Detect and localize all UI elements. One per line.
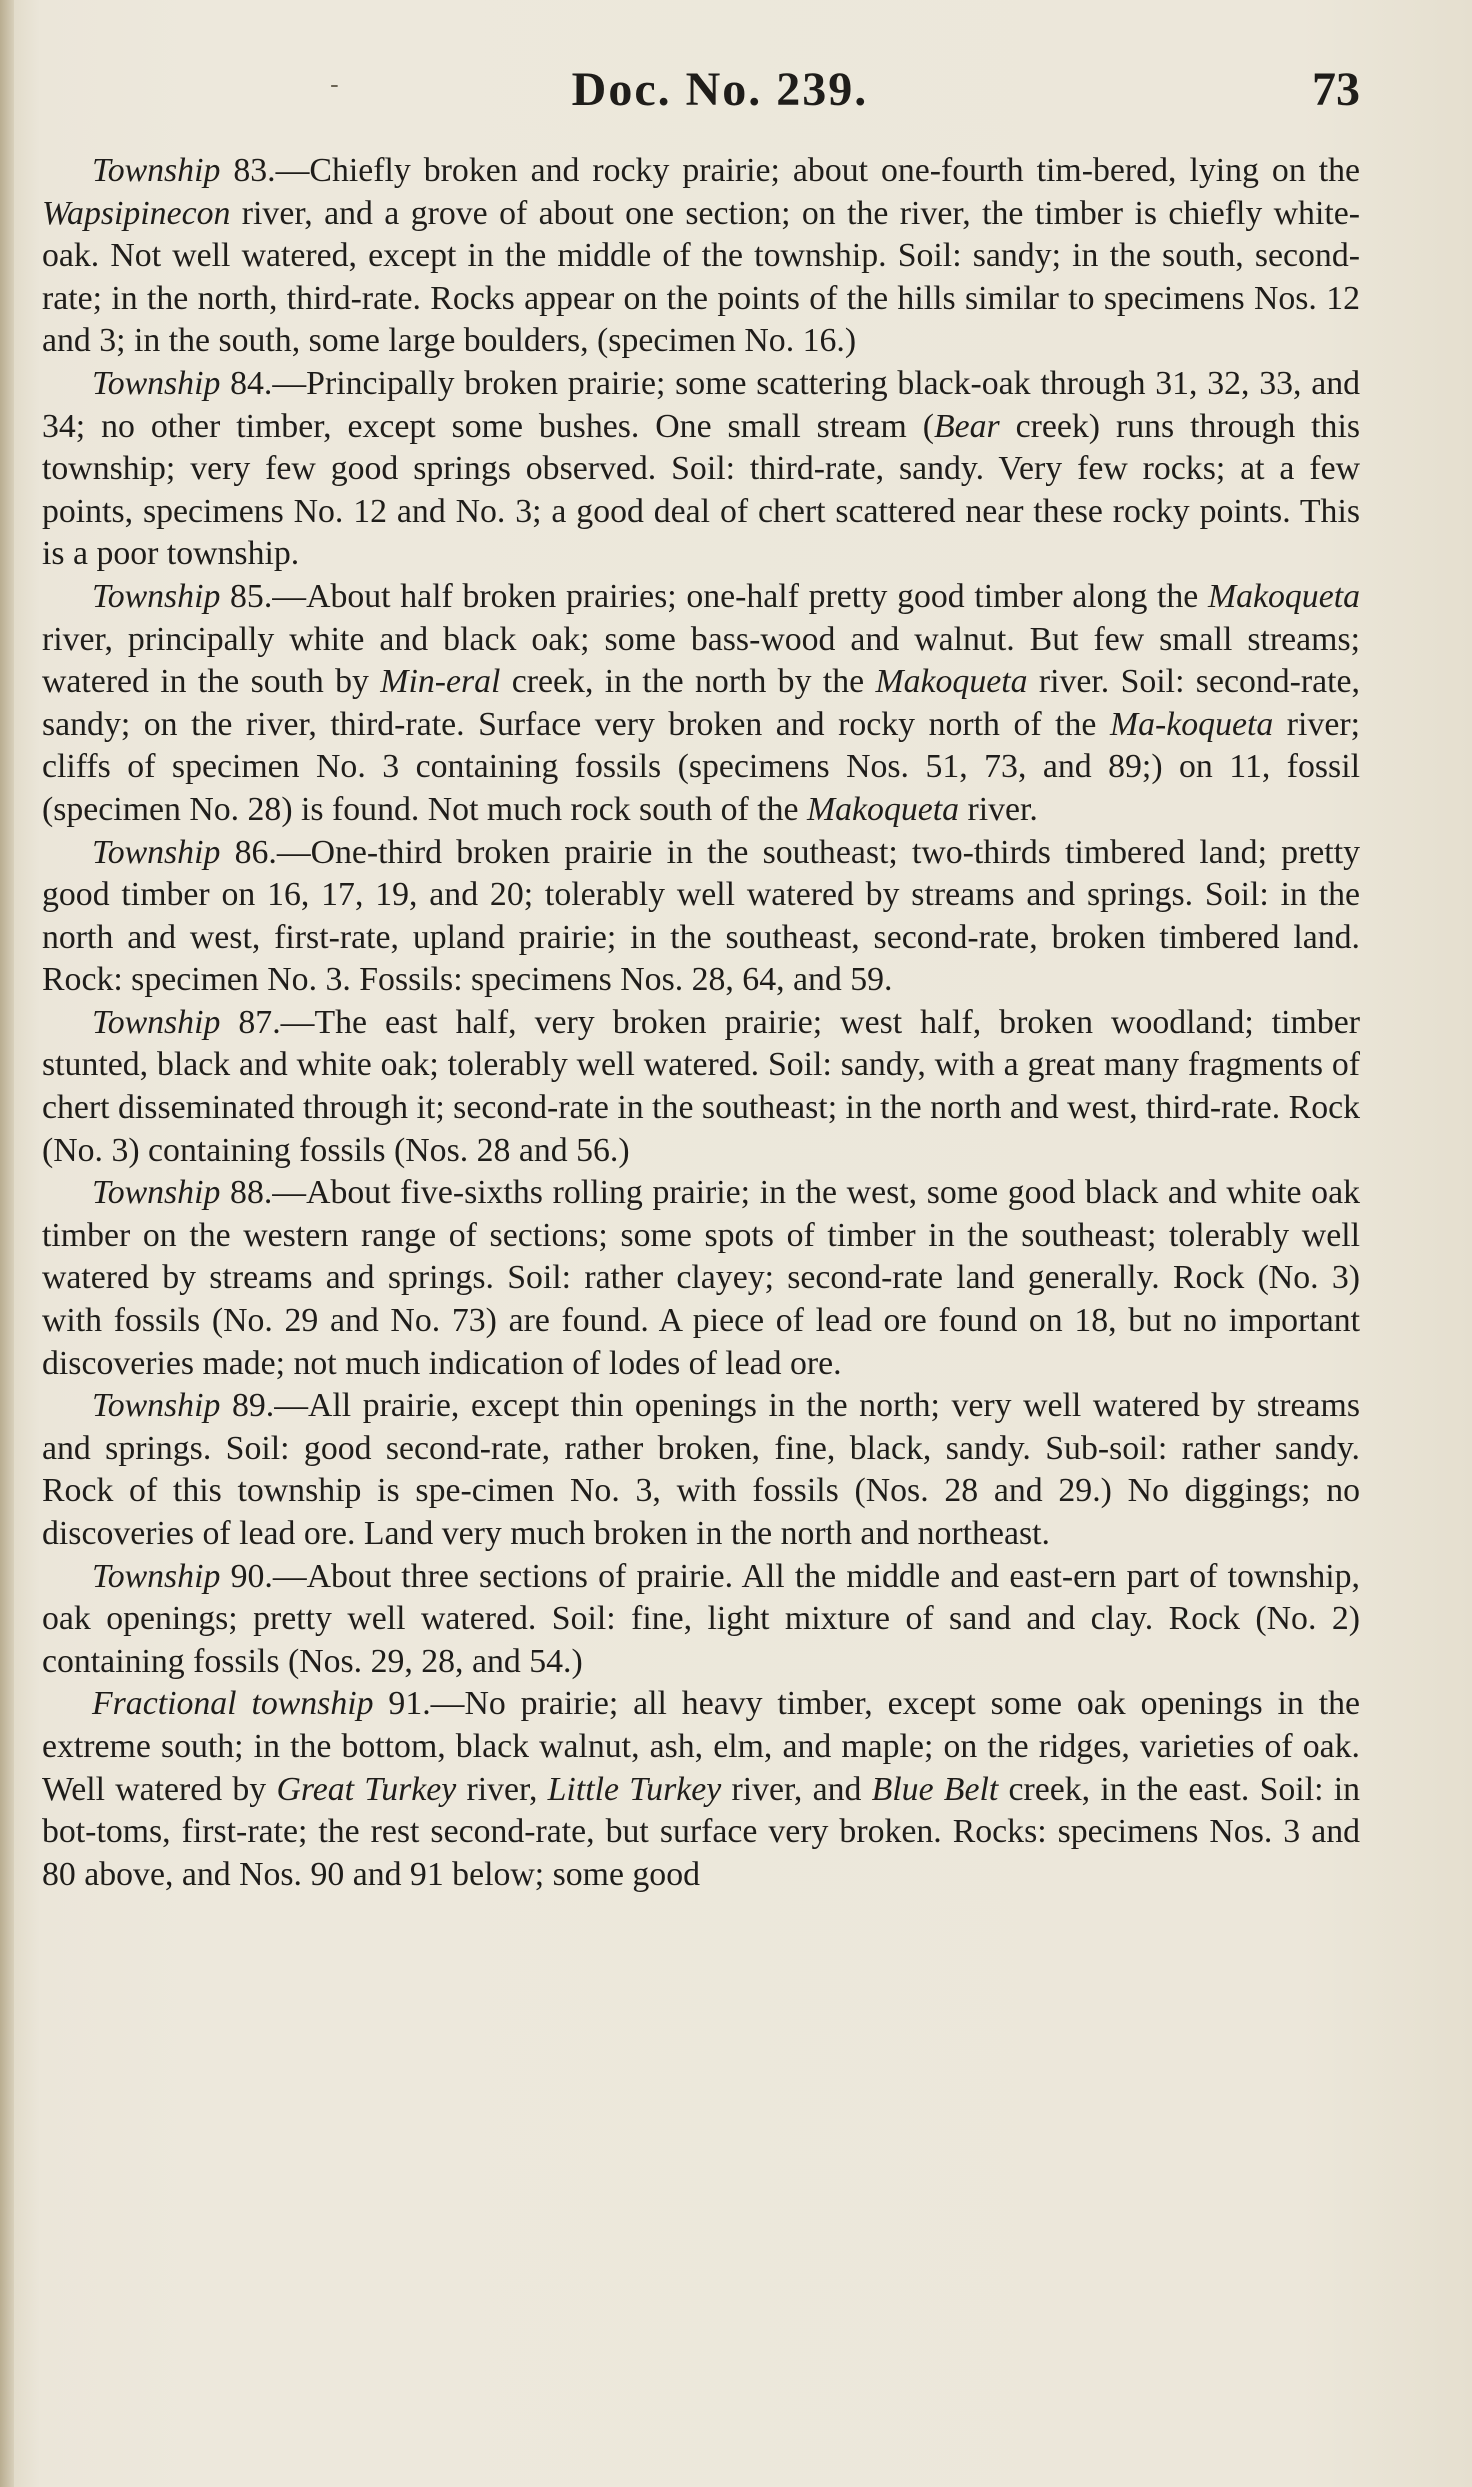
paragraph-text: river, and a grove of about one section; on the river, the timber is chiefly white-oak. Not well watered, except in the middle of the township. Soil: sandy; in the south, second-rate; in the north, third-rate. Rocks appear on the points of the hills similar to specimens Nos. 12 and 3; in the south, some large boulders, (specimen No. 16.) [42,194,1360,360]
paragraph-lead: Township [92,152,221,189]
paragraph-text: river, [456,1770,548,1808]
paragraph-lead: Township [92,833,221,871]
place-name: Makoqueta [1207,577,1360,615]
page-gutter [0,0,14,2487]
paragraph-text: 84.—Principally broken prairie; some scattering black-oak through 31, 32, 33, and 34; no other timber, except some bushes. One small stream ( [42,364,1360,445]
paragraph-lead: Township [92,577,221,615]
paragraph-text: 88.—About five-sixths rolling prairie; in the west, some good black and white oak timber on the western range of sections; some spots of timber in the southeast; tolerably well watered by streams and springs. Soil: rather clayey; second-rate land generally. Rock (No. 3) with fossils (No. 29 and No. 73) are found. A piece of lead ore found on 18, but no important discoveries made; not much indication of lodes of lead ore. [42,1174,1360,1382]
place-name: Bear [933,407,1000,445]
paragraph-township-87 [42,1002,1360,1172]
place-name: Wapsipinecon [42,194,231,232]
running-header [80,62,1360,122]
place-name: Little Turkey [547,1770,722,1808]
body-text [42,150,1360,1896]
paragraph-text: river, and [721,1770,872,1808]
paragraph-lead: Fractional township [92,1685,374,1723]
paragraph-township-86 [42,832,1360,1002]
paragraph-township-84 [42,363,1360,576]
paragraph-lead: Township [92,1003,221,1041]
page-number: 73 [1312,63,1360,116]
paragraph-township-83 [42,150,1360,363]
paragraph-text: 87.—The east half, very broken prairie; west half, broken woodland; timber stunted, black and white oak; tolerably well watered. Soil: sandy, with a great many fragments of chert disseminated through it; second-rate in the southeast; in the north and west, third-rate. Rock (No. 3) containing fossils (Nos. 28 and 56.) [42,1003,1360,1169]
header-mark: - [330,70,339,100]
paragraph-text: river, principally white and black oak; some bass-wood and walnut. But few small streams; watered in the south by [42,620,1360,701]
paragraph-text: river. [959,790,1038,828]
paragraph-text: river. Soil: second-rate, sandy; on the river, third-rate. Surface very broken and rocky north of the [42,663,1360,743]
document-title: Doc. No. 239. [571,63,869,116]
paragraph-lead: Township [92,364,221,402]
paragraph-fractional-township-91 [42,1683,1360,1896]
paragraph-text: creek, in the north by the [500,663,876,701]
paragraph-township-89 [42,1385,1360,1555]
paragraph-text: 89.—All prairie, except thin openings in the north; very well watered by streams and springs. Soil: good second-rate, rather broken, fine, black, sandy. Sub-soil: rather sandy. Rock of this township is spe-cimen No. 3, with fossils (Nos. 28 and 29.) No diggings; no discoveries of lead ore. Land very much broken in the north and northeast. [42,1387,1360,1552]
place-name: Great Turkey [276,1770,457,1808]
paragraph-lead: Township [92,1557,221,1595]
place-name: Blue Belt [871,1770,999,1808]
paragraph-text: 91.—No prairie; all heavy timber, except some oak openings in the extreme south; in the bottom, black walnut, ash, elm, and maple; on the ridges, varieties of oak. Well watered by [42,1685,1360,1808]
paragraph-text: 86.—One-third broken prairie in the southeast; two-thirds timbered land; pretty good timber on 16, 17, 19, and 20; tolerably well watered by streams and springs. Soil: in the north and west, first-rate, upland prairie; in the southeast, second-rate, broken timbered land. Rock: specimen No. 3. Fossils: specimens Nos. 28, 64, and 59. [42,833,1360,999]
paragraph-lead: Township [92,1174,221,1212]
paragraph-text: creek) runs through this township; very few good springs observed. Soil: third-rate, sandy. Very few rocks; at a few points, specimens No. 12 and No. 3; a good deal of chert scattered near these rocky points. This is a poor township. [42,407,1360,573]
paragraph-township-90 [42,1556,1360,1684]
paragraph-text: 90.—About three sections of prairie. All the middle and east-ern part of township, oak openings; pretty well watered. Soil: fine, light mixture of sand and clay. Rock (No. 2) containing fossils (Nos. 29, 28, and 54.) [42,1557,1360,1680]
paragraph-text: 85.—About half broken prairies; one-half pretty good timber along the [220,577,1208,615]
place-name: Min-eral [380,663,501,701]
place-name: Ma-koqueta [1109,705,1274,743]
paragraph-text: 83.—Chiefly broken and rocky prairie; about one-fourth tim-bered, lying on the [220,152,1360,189]
paragraph-lead: Township [92,1387,221,1425]
paragraph-text: river; cliffs of specimen No. 3 containing fossils (specimens Nos. 51, 73, and 89;) on 11, fossil (specimen No. 28) is found. Not much rock south of the [42,705,1360,828]
paragraph-township-88 [42,1172,1360,1385]
place-name: Makoqueta [875,663,1028,701]
place-name: Makoqueta [807,790,960,828]
paragraph-township-85 [42,576,1360,832]
paragraph-text: creek, in the east. Soil: in bot-toms, first-rate; the rest second-rate, but surface very broken. Rocks: specimens Nos. 3 and 80 above, and Nos. 90 and 91 below; some good [42,1770,1361,1893]
